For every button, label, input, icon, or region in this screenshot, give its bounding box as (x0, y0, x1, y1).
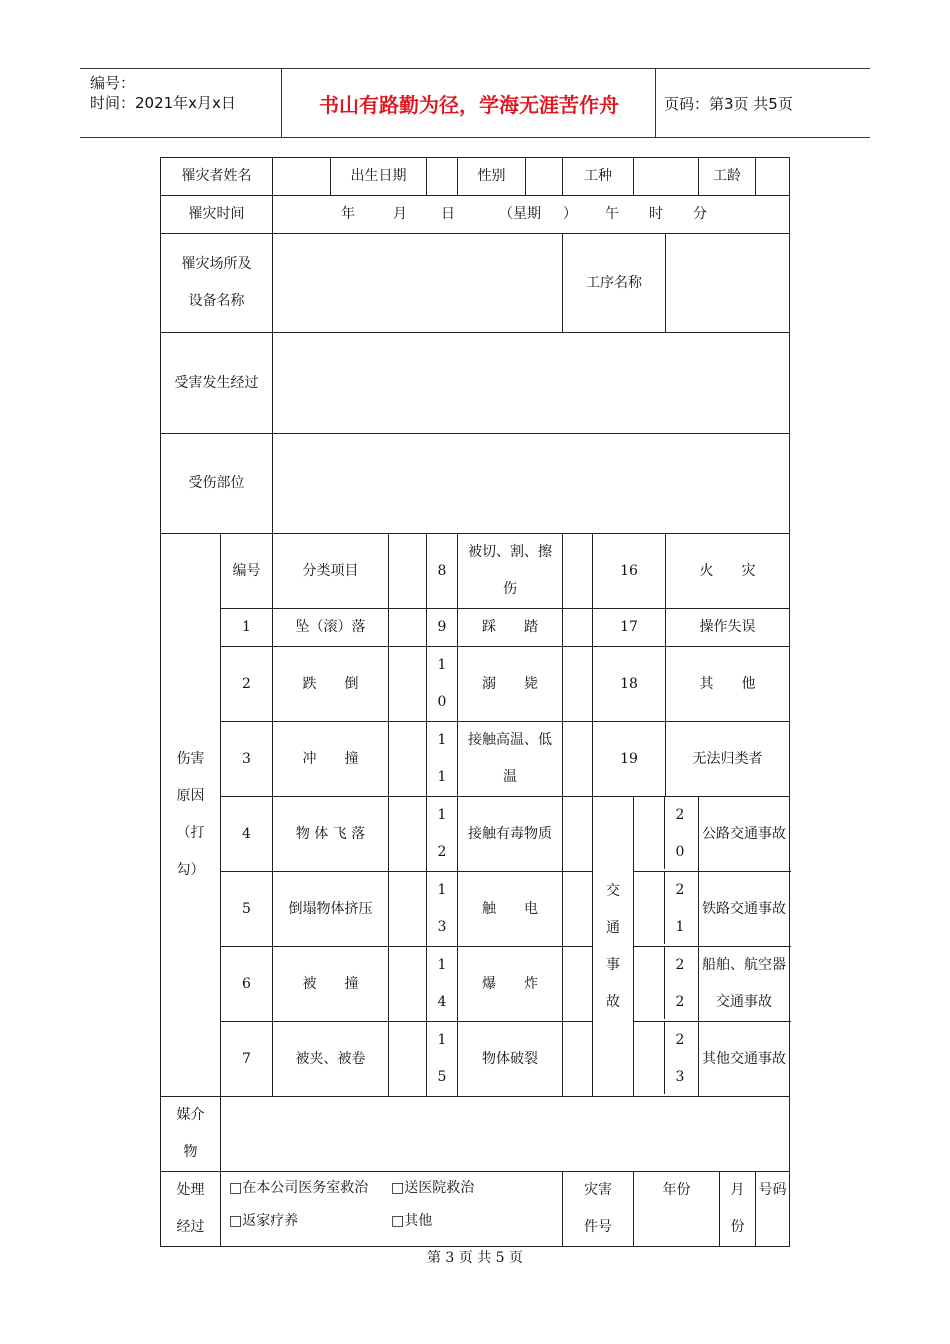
traffic-char: 交 (606, 882, 620, 899)
handling-options-row (229, 1172, 562, 1205)
row-handling (161, 1172, 790, 1247)
cause-row (161, 609, 790, 647)
cause-no (634, 872, 699, 947)
cause-no-digit: 3 (675, 1069, 685, 1085)
cause-no-digit: 2 (675, 1032, 685, 1048)
place-equipment-field[interactable] (273, 234, 563, 333)
cause-no: 2 (221, 647, 273, 722)
header-motto: 书山有路勤为径，学海无涯苦作舟 (319, 92, 619, 117)
page-header (80, 68, 870, 138)
cause-check-cell[interactable] (563, 722, 593, 797)
handling-options-row (229, 1205, 562, 1238)
cause-no (634, 947, 699, 1022)
cause-item: 其他交通事故 (699, 1022, 790, 1097)
medium-label (161, 1097, 221, 1172)
cause-item-line1: 被切、割、擦 (468, 544, 552, 560)
case-label-line1: 灾害 (584, 1182, 612, 1198)
cause-no: 8 (427, 534, 458, 609)
cause-no-box (664, 797, 695, 869)
job-type-field[interactable] (634, 158, 699, 196)
cause-no (427, 872, 458, 947)
header-meta (90, 73, 236, 113)
cause-label-line4: 勾） (176, 862, 205, 878)
weekday-close: ） (563, 206, 577, 222)
cause-no (634, 1022, 699, 1097)
harm-process-label: 受害发生经过 (161, 333, 273, 434)
cause-item: 接触有毒物质 (458, 797, 563, 872)
cause-label (161, 534, 221, 1097)
cause-item (458, 534, 563, 609)
cause-label-line2: 原因 (176, 788, 205, 804)
cause-item: 铁路交通事故 (699, 872, 790, 947)
cause-no-digit: 1 (437, 732, 447, 748)
hour-unit: 时 (649, 206, 663, 222)
cause-check-cell[interactable] (389, 797, 427, 872)
cause-row (161, 647, 790, 722)
cause-no (427, 722, 458, 797)
injury-part-field[interactable] (273, 434, 790, 534)
cause-item: 跌 倒 (273, 647, 389, 722)
cause-item: 无法归类者 (666, 722, 790, 797)
cause-check-cell[interactable] (389, 947, 427, 1022)
place-label-line1: 罹灾场所及 (181, 256, 252, 272)
cause-item: 爆 炸 (458, 947, 563, 1022)
cause-check-cell[interactable] (389, 722, 427, 797)
cause-no-box (664, 872, 695, 944)
cause-no (634, 797, 699, 872)
row-harm-process (161, 333, 790, 434)
cause-item: 其 他 (666, 647, 790, 722)
cause-check-cell[interactable] (389, 872, 427, 947)
cause-check-cell[interactable] (563, 647, 593, 722)
cause-no-digit: 2 (675, 957, 685, 973)
case-number-field-label: 号码 (756, 1172, 790, 1247)
month-label-line1: 月 (730, 1182, 745, 1198)
medium-label-line2: 物 (183, 1144, 198, 1160)
cause-item: 火 灾 (666, 534, 790, 609)
cause-no-digit: 5 (437, 1069, 447, 1085)
option-hospital[interactable]: □送医院救治 (391, 1180, 475, 1196)
cause-no-digit: 1 (437, 1032, 447, 1048)
cause-no (427, 797, 458, 872)
cause-check-cell[interactable] (389, 609, 427, 647)
cause-item-line1: 接触高温、低 (468, 732, 552, 748)
header-divider (281, 69, 282, 137)
birth-date-field[interactable] (427, 158, 458, 196)
handling-options (221, 1172, 563, 1247)
place-label-line2: 设备名称 (188, 293, 245, 309)
cause-no-box (664, 1022, 695, 1094)
cause-row (161, 797, 790, 872)
cause-no: 6 (221, 947, 273, 1022)
cause-no (427, 647, 458, 722)
cause-no: 4 (221, 797, 273, 872)
year-unit: 年 (341, 206, 355, 222)
cause-check-cell[interactable] (389, 647, 427, 722)
cause-no-digit: 1 (437, 807, 447, 823)
cause-item: 物体破裂 (458, 1022, 563, 1097)
process-name-label: 工序名称 (563, 234, 666, 333)
seniority-label: 工龄 (699, 158, 756, 196)
cause-label-line1: 伤害 (176, 751, 205, 767)
cause-item (458, 722, 563, 797)
month-label-line2: 份 (730, 1219, 745, 1235)
cause-no: 9 (427, 609, 458, 647)
code-label: 编号： (90, 74, 136, 92)
cause-head-no: 编号 (221, 534, 273, 609)
traffic-char: 通 (606, 919, 620, 936)
cause-item-line1: 船舶、航空器 (702, 957, 786, 973)
case-month-label (720, 1172, 756, 1247)
header-divider (655, 69, 656, 137)
cause-no-digit: 2 (675, 807, 685, 823)
cause-check-cell[interactable] (563, 1022, 593, 1097)
cause-item: 被夹、被卷 (273, 1022, 389, 1097)
cause-no: 19 (593, 722, 666, 797)
seniority-field[interactable] (756, 158, 790, 196)
cause-check-cell[interactable] (563, 534, 593, 609)
page-footer: 第 3 页 共 5 页 (426, 1250, 524, 1266)
cause-item: 公路交通事故 (699, 797, 790, 872)
option-home-rest[interactable]: □返家疗养 (229, 1213, 299, 1229)
cause-check-cell[interactable] (563, 797, 593, 872)
cause-row (161, 947, 790, 1022)
cause-no-digit: 0 (437, 694, 447, 710)
day-unit: 日 (441, 206, 455, 222)
accident-time-label: 罹灾时间 (161, 196, 273, 234)
cause-item (699, 947, 790, 1022)
cause-check-cell[interactable] (389, 1022, 427, 1097)
cause-row (161, 1022, 790, 1097)
traffic-char: 事 (606, 956, 620, 973)
victim-name-field[interactable] (273, 158, 331, 196)
cause-item: 踩 踏 (458, 609, 563, 647)
accident-time-field[interactable] (273, 196, 790, 234)
cause-item: 物 体 飞 落 (273, 797, 389, 872)
cause-no-digit: 1 (437, 657, 447, 673)
medium-field[interactable] (221, 1097, 790, 1172)
cause-no (427, 947, 458, 1022)
cause-item: 冲 撞 (273, 722, 389, 797)
minute-unit: 分 (693, 206, 707, 222)
traffic-accident-label (593, 797, 634, 1097)
page-info: 页码：第3页 共5页 (664, 94, 793, 113)
handling-label-line2: 经过 (176, 1219, 205, 1235)
cause-item: 溺 毙 (458, 647, 563, 722)
row-injury-part (161, 434, 790, 534)
noon-unit: 午 (605, 206, 619, 222)
cause-item: 操作失误 (666, 609, 790, 647)
cause-no-digit: 2 (675, 994, 685, 1010)
cause-check-cell[interactable] (389, 534, 427, 609)
victim-name-label: 罹灾者姓名 (161, 158, 273, 196)
cause-item-line2: 温 (503, 769, 517, 785)
row-medium (161, 1097, 790, 1172)
cause-no-digit: 1 (437, 882, 447, 898)
option-company-clinic[interactable]: □在本公司医务室救治 (229, 1180, 369, 1196)
row-accident-place (161, 234, 790, 333)
medium-label-line1: 媒介 (176, 1107, 205, 1123)
handling-label-line1: 处理 (176, 1182, 205, 1198)
cause-no: 17 (593, 609, 666, 647)
cause-no: 18 (593, 647, 666, 722)
cause-item: 触 电 (458, 872, 563, 947)
option-other[interactable]: □其他 (391, 1213, 433, 1229)
birth-date-label: 出生日期 (331, 158, 427, 196)
harm-process-field[interactable] (273, 333, 790, 434)
cause-no (427, 1022, 458, 1097)
cause-row (161, 722, 790, 797)
process-name-field[interactable] (666, 234, 790, 333)
traffic-char: 故 (606, 993, 620, 1010)
cause-no: 7 (221, 1022, 273, 1097)
case-number-label (563, 1172, 634, 1247)
cause-no-digit: 1 (437, 769, 447, 785)
cause-no-box (664, 947, 695, 1019)
cause-no: 3 (221, 722, 273, 797)
cause-row (161, 534, 790, 609)
injury-part-label: 受伤部位 (161, 434, 273, 534)
cause-no-digit: 2 (437, 844, 447, 860)
gender-label: 性别 (458, 158, 526, 196)
cause-item: 坠（滚）落 (273, 609, 389, 647)
cause-item-line2: 交通事故 (716, 994, 772, 1010)
cause-row (161, 872, 790, 947)
cause-check-cell[interactable] (563, 872, 593, 947)
row-accident-time (161, 196, 790, 234)
cause-no: 1 (221, 609, 273, 647)
weekday-open: （星期 (499, 206, 541, 222)
gender-field[interactable] (526, 158, 563, 196)
place-equipment-label (161, 234, 273, 333)
cause-no-digit: 4 (437, 994, 447, 1010)
handling-label (161, 1172, 221, 1247)
cause-no: 16 (593, 534, 666, 609)
cause-check-cell[interactable] (563, 609, 593, 647)
time-label: 时间：2021年x月x日 (90, 94, 236, 112)
cause-item-line2: 伤 (503, 581, 517, 597)
cause-label-line3: （打 (176, 825, 205, 841)
cause-no-digit: 1 (437, 957, 447, 973)
cause-check-cell[interactable] (563, 947, 593, 1022)
cause-item: 倒塌物体挤压 (273, 872, 389, 947)
cause-no-digit: 0 (675, 844, 685, 860)
accident-report-form (160, 157, 790, 1247)
cause-item: 被 撞 (273, 947, 389, 1022)
case-year-label: 年份 (634, 1172, 720, 1247)
month-unit: 月 (393, 206, 407, 222)
cause-no-digit: 3 (437, 919, 447, 935)
cause-no: 5 (221, 872, 273, 947)
cause-head-item: 分类项目 (273, 534, 389, 609)
cause-no-digit: 1 (675, 919, 685, 935)
case-label-line2: 件号 (584, 1219, 612, 1235)
job-type-label: 工种 (563, 158, 634, 196)
cause-no-digit: 2 (675, 882, 685, 898)
row-basic-info (161, 158, 790, 196)
